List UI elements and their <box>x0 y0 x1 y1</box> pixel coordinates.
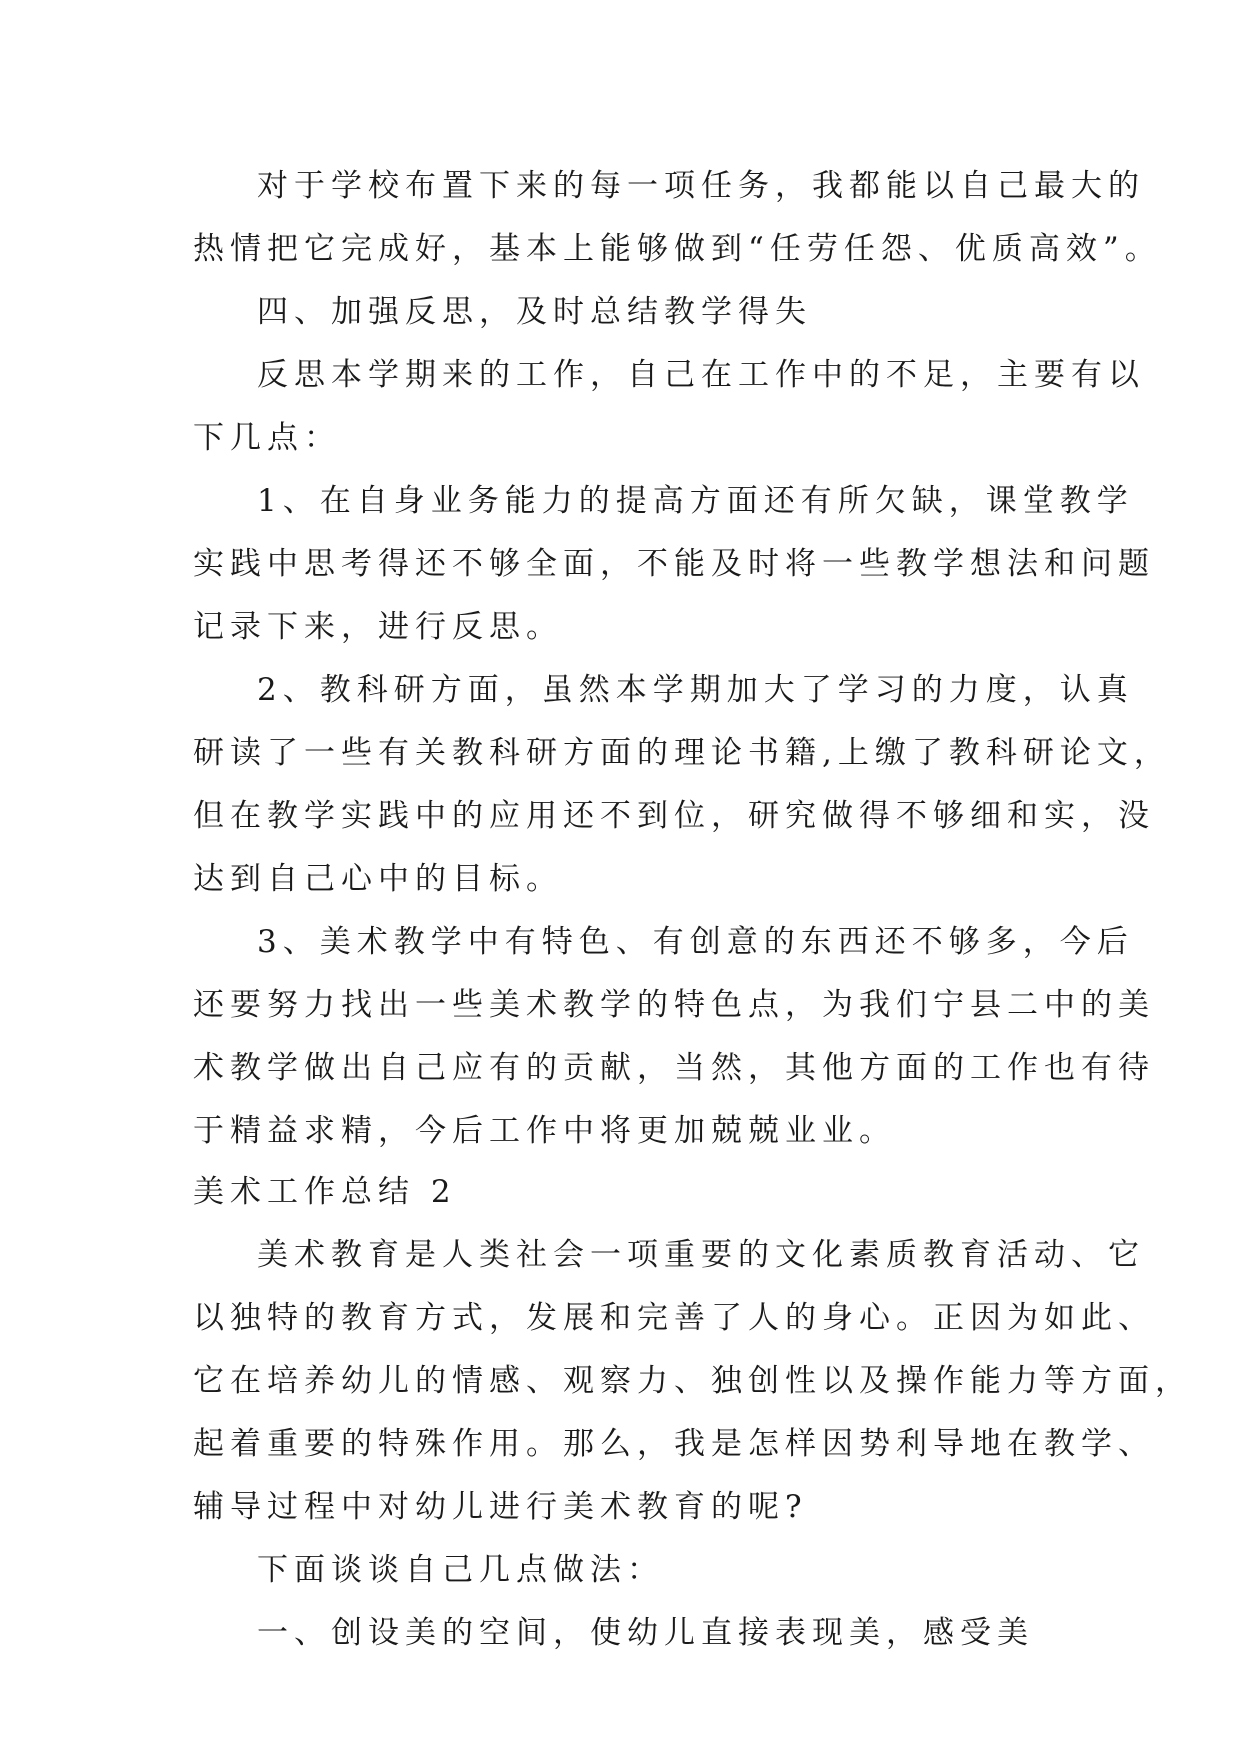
paragraph-line: 起着重要的特殊作用。那么，我是怎样因势利导地在教学、 <box>193 1426 1155 1462</box>
paragraph-line: 实践中思考得还不够全面，不能及时将一些教学想法和问题 <box>193 546 1155 582</box>
paragraph-line: 1、在自身业务能力的提高方面还有所欠缺，课堂教学 <box>257 483 1134 519</box>
paragraph-line: 3、美术教学中有特色、有创意的东西还不够多，今后 <box>257 924 1134 960</box>
paragraph-line: 反思本学期来的工作，自己在工作中的不足，主要有以 <box>257 357 1145 393</box>
paragraph-line: 还要努力找出一些美术教学的特色点，为我们宁县二中的美 <box>193 987 1155 1023</box>
paragraph-line: 下面谈谈自己几点做法： <box>257 1552 664 1588</box>
section-heading: 一、创设美的空间，使幼儿直接表现美，感受美 <box>257 1615 1034 1651</box>
paragraph-line: 达到自己心中的目标。 <box>193 861 563 897</box>
paragraph-line: 记录下来，进行反思。 <box>193 609 563 645</box>
paragraph-line: 以独特的教育方式，发展和完善了人的身心。正因为如此、 <box>193 1300 1155 1336</box>
section-heading: 四、加强反思，及时总结教学得失 <box>257 294 812 330</box>
paragraph-line: 术教学做出自己应有的贡献，当然，其他方面的工作也有待 <box>193 1050 1155 1086</box>
paragraph-line: 美术教育是人类社会一项重要的文化素质教育活动、它 <box>257 1237 1145 1273</box>
paragraph-line: 研读了一些有关教科研方面的理论书籍,上缴了教科研论文， <box>193 735 1171 771</box>
paragraph-line: 于精益求精，今后工作中将更加兢兢业业。 <box>193 1113 896 1149</box>
paragraph-line: 它在培养幼儿的情感、观察力、独创性以及操作能力等方面， <box>193 1363 1192 1399</box>
paragraph-line: 辅导过程中对幼儿进行美术教育的呢? <box>193 1489 808 1525</box>
paragraph-line: 热情把它完成好，基本上能够做到“任劳任怨、优质高效”。 <box>193 231 1162 267</box>
paragraph-line: 下几点： <box>193 420 341 456</box>
paragraph-line: 对于学校布置下来的每一项任务，我都能以自己最大的 <box>257 168 1145 204</box>
document-subtitle: 美术工作总结 2 <box>193 1174 457 1210</box>
paragraph-line: 但在教学实践中的应用还不到位，研究做得不够细和实，没 <box>193 798 1155 834</box>
paragraph-line: 2、教科研方面，虽然本学期加大了学习的力度，认真 <box>257 672 1134 708</box>
